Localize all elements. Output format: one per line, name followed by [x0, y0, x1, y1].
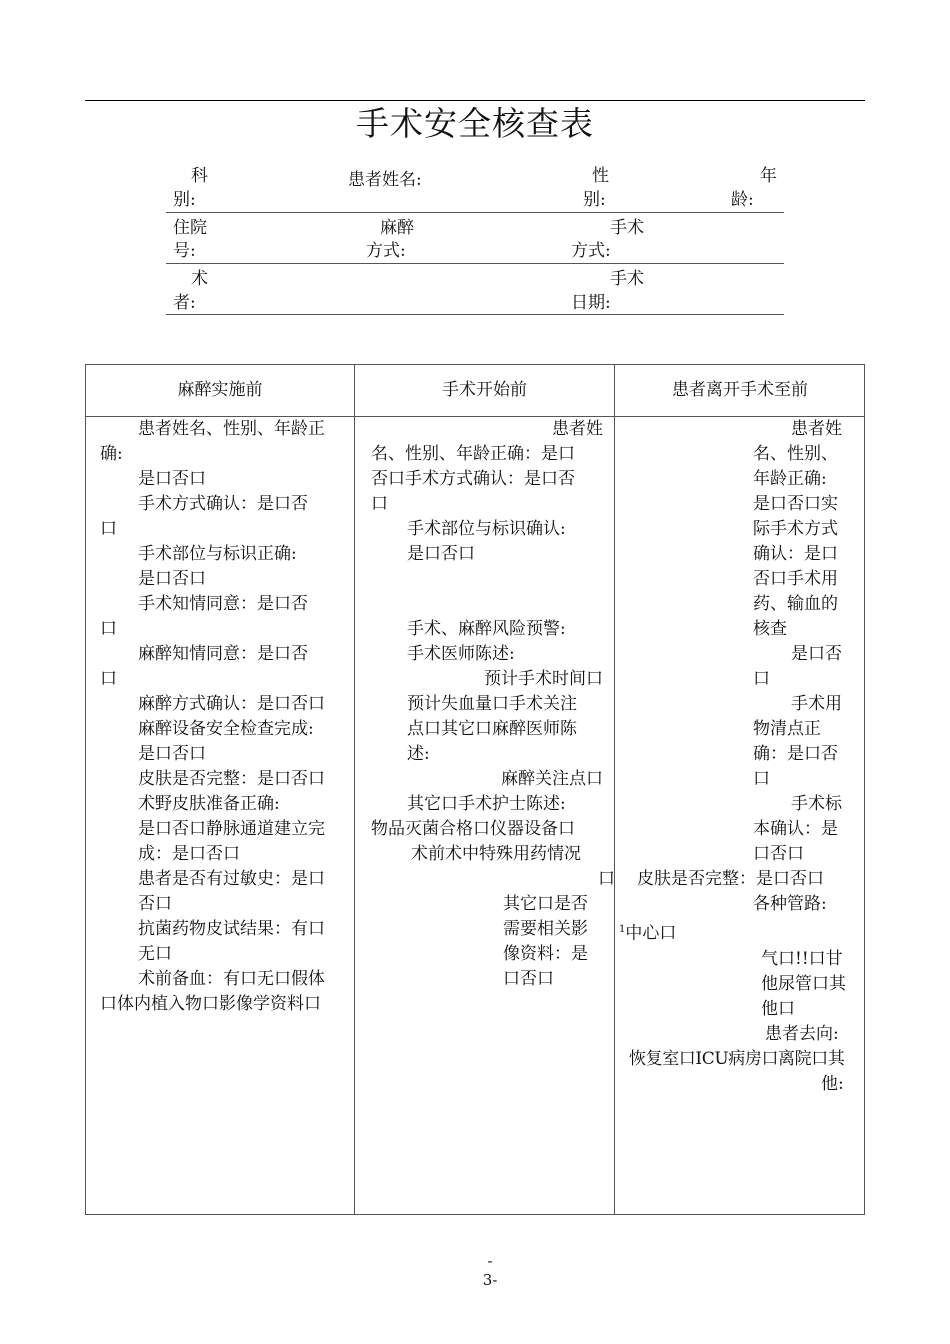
page-number-text: 3- — [482, 1271, 498, 1289]
checklist-line: 其它口手术护士陈述: — [407, 794, 566, 814]
checklist-text: 中心口 — [625, 923, 677, 944]
checklist-line: 各种管路: — [753, 894, 827, 914]
checklist-line: 是口否口 — [138, 744, 206, 764]
before-surgery-checklist — [371, 417, 615, 992]
admission-no-label-1: 住院 — [173, 218, 207, 238]
checklist-line: 其它口是否 — [503, 894, 588, 914]
checklist-line: 是口否口 — [138, 569, 206, 589]
checklist-line: 患者姓 — [552, 419, 603, 439]
age-label-1: 年 — [760, 166, 777, 186]
surgeon-label-2: 者: — [173, 293, 196, 313]
header-before-surgery: 手术开始前 — [442, 380, 527, 400]
checklist-line: 恢复室口ICU病房口离院口其 — [629, 1048, 845, 1069]
checklist-line — [619, 917, 861, 947]
checklist-line: 手术、麻醉风险预警: — [407, 619, 566, 639]
checklist-line: 否口 — [138, 894, 172, 914]
checklist-line: 际手术方式 — [753, 519, 838, 539]
checklist-line: 他尿管口其 — [761, 973, 846, 994]
checklist-line: 药、输血的 — [753, 594, 838, 614]
checklist-line: 口否口 — [503, 969, 554, 989]
surgeon-label-1: 术 — [191, 269, 208, 289]
patient-info-block — [166, 162, 784, 315]
checklist-line: 口 — [753, 769, 770, 789]
checklist-line: 患者姓 — [791, 419, 842, 439]
sex-label-2: 别: — [583, 190, 606, 210]
checklist-line: 患者姓名、性别、年龄正 — [138, 419, 325, 439]
checklist-line: 核查 — [753, 619, 787, 639]
checklist-line: 点口其它口麻醉医师陈 — [407, 719, 577, 739]
footnote-mark: 1 — [619, 924, 626, 935]
checklist-line: 麻醉关注点口 — [501, 769, 603, 789]
checklist-line: 手术部位与标识正确: — [138, 544, 297, 564]
checklist-line: 物品灭菌合格口仪器设备口 — [371, 819, 575, 839]
checklist-line: 本确认：是 — [753, 819, 838, 839]
checklist-line: 手术部位与标识确认: — [407, 519, 566, 539]
column-divider — [614, 365, 615, 1214]
checklist-line: 是口否口静脉通道建立完 — [138, 819, 325, 839]
checklist-line: 年龄正确: — [753, 469, 827, 489]
surgery-date-label-1: 手术 — [610, 269, 644, 289]
checklist-line: 皮肤是否完整：是口否口 — [637, 869, 824, 889]
checklist-line: 需要相关影 — [503, 919, 588, 939]
checklist-line: 术前术中特殊用药情况 — [411, 844, 581, 864]
checklist-line: 皮肤是否完整：是口否口 — [138, 769, 325, 789]
checklist-line: 术野皮肤准备正确: — [138, 794, 280, 814]
checklist-line: 口 — [371, 494, 388, 514]
info-row-3 — [166, 264, 784, 315]
surgery-method-label-2: 方式: — [571, 241, 611, 261]
admission-no-label-2: 号: — [173, 241, 196, 261]
checklist-line: 述: — [407, 744, 430, 764]
checklist-line: 预计手术时间口 — [484, 669, 603, 689]
checklist-line: 口 — [100, 519, 117, 539]
checklist-line: 抗菌药物皮试结果：有口 — [138, 919, 325, 939]
checklist-line: 口 — [753, 669, 770, 689]
checklist-line: 手术用 — [791, 694, 842, 714]
checklist-line: 麻醉方式确认：是口否口 — [138, 694, 325, 714]
column-divider — [354, 365, 355, 1214]
checklist-line: 名、性别、 — [753, 444, 838, 464]
document-title: 手术安全核查表 — [356, 104, 594, 143]
info-row-2 — [166, 213, 784, 264]
dept-label-1: 科 — [191, 166, 208, 186]
checklist-line: 麻醉知情同意：是口否 — [138, 644, 308, 664]
page-number — [470, 1252, 510, 1290]
surgery-date-label-2: 日期: — [571, 293, 611, 313]
page-dash: - — [487, 1252, 493, 1270]
checklist-line: 是口否口实 — [753, 494, 838, 514]
checklist-line: 确认：是口 — [753, 544, 838, 564]
checklist-line: 像资料：是 — [503, 944, 588, 964]
checklist-line: 手术方式确认：是口否 — [138, 494, 308, 514]
checklist-line: 否口手术方式确认：是口否 — [371, 469, 575, 489]
checklist-line: 口否口 — [753, 844, 804, 864]
checklist-line: 口 — [100, 619, 117, 639]
before-leaving-checklist — [619, 417, 861, 1097]
checklist-line: 手术知情同意：是口否 — [138, 594, 308, 614]
anesthesia-method-label-1: 麻醉 — [380, 218, 414, 238]
checklist-line: 患者是否有过敏史：是口 — [138, 869, 325, 889]
before-anesthesia-checklist — [100, 417, 350, 1017]
checklist-line: 是口否口 — [138, 469, 206, 489]
checklist-line: 名、性别、年龄正确：是口 — [371, 444, 575, 464]
blank-space — [371, 567, 603, 617]
age-label-2: 龄: — [731, 190, 754, 210]
header-before-anesthesia: 麻醉实施前 — [177, 380, 263, 400]
checklist-line: 口体内植入物口影像学资料口 — [100, 994, 321, 1014]
checklist-line: 物清点正 — [753, 719, 821, 739]
surgery-method-label-1: 手术 — [610, 218, 644, 238]
checklist-line: 他: — [821, 1073, 844, 1094]
header-before-leaving-or: 患者离开手术至前 — [672, 380, 808, 400]
patient-name-label: 患者姓名: — [348, 170, 422, 190]
checklist-line: 手术标 — [791, 794, 842, 814]
checklist-line: 无口 — [138, 944, 172, 964]
checklist-line: 口 — [100, 669, 117, 689]
anesthesia-method-label-2: 方式: — [366, 241, 406, 261]
sex-label-1: 性 — [592, 166, 609, 186]
checklist-line: 确: — [100, 444, 123, 464]
checklist-line: 确：是口否 — [753, 744, 838, 764]
dept-label-2: 别: — [173, 190, 196, 210]
checklist-line: 麻醉设备安全检查完成: — [138, 719, 314, 739]
checklist-line: 成：是口否口 — [138, 844, 240, 864]
checklist-line: 是口否 — [791, 644, 842, 664]
checklist-line: 否口手术用 — [753, 569, 838, 589]
checklist-line: 口 — [598, 869, 615, 889]
checklist-table — [85, 364, 865, 1215]
checklist-line: 术前备血：有口无口假体 — [138, 969, 325, 989]
info-row-1 — [166, 162, 784, 213]
checklist-line: 患者去向: — [765, 1023, 839, 1044]
checklist-line: 气口!!口甘 — [761, 948, 843, 969]
checklist-line: 预计失血量口手术关注 — [407, 694, 577, 714]
checklist-line: 是口否口 — [407, 544, 475, 564]
checklist-line: 手术医师陈述: — [407, 644, 515, 664]
checklist-line: 他口 — [761, 998, 795, 1019]
top-rule — [85, 100, 865, 101]
